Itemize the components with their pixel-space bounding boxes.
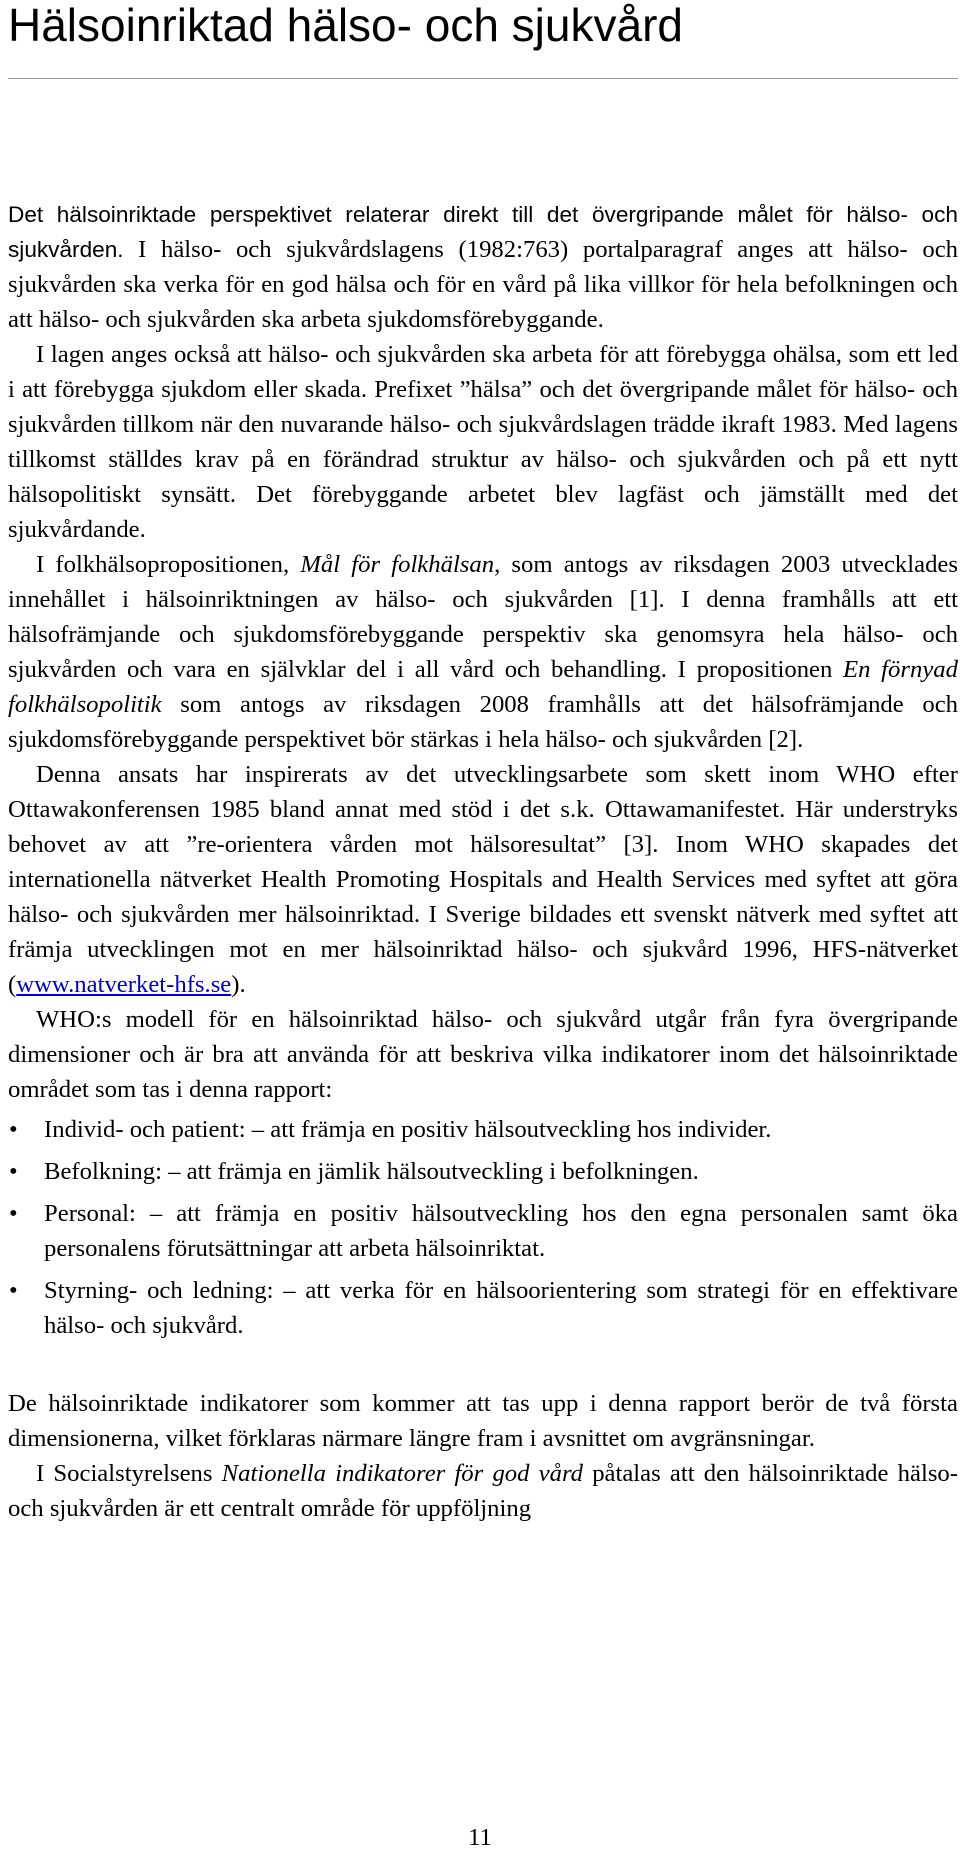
title-nationella-indikatorer: Nationella indikatorer för god vård (221, 1460, 583, 1487)
text-run: I folkhälsopropositionen, (36, 551, 301, 578)
list-item (8, 1112, 958, 1147)
bullet-icon: • (9, 1277, 18, 1304)
text-run: påtalas att den hälsoinriktade hälso- och sjukvården är ett centralt område för uppföljning (8, 1460, 958, 1522)
bullet-icon: • (9, 1158, 18, 1185)
paragraph-socialstyrelsen (8, 1456, 958, 1526)
list-item (8, 1196, 958, 1266)
heading-rule (8, 78, 958, 79)
body-text (8, 197, 958, 1526)
paragraph-who-model: WHO:s modell för en hälsoinriktad hälso- och sjukvård utgår från fyra övergripande dimensioner och är bra att använda för att beskriva vilka indikatorer inom det hälsoinriktade området som tas i denna rapport: (8, 1006, 958, 1103)
text-run: I Socialstyrelsens (36, 1460, 222, 1487)
paragraph-indicators: De hälsoinriktade indikatorer som kommer att tas upp i denna rapport berör de två första dimensionerna, vilket förklaras närmare längre fram i avsnittet om avgränsningar. (8, 1390, 958, 1452)
list-item-text: Personal: – att främja en positiv hälsoutveckling hos den egna personalen samt öka personalens förutsättningar att arbeta hälsoinriktat. (44, 1200, 958, 1262)
text-run: ). (231, 971, 246, 998)
bullet-icon: • (9, 1116, 18, 1143)
list-item (8, 1273, 958, 1343)
paragraph-law: I lagen anges också att hälso- och sjukvården ska arbeta för att förebygga ohälsa, som ett led i att förebygga sjukdom eller skada. Prefixet ”hälsa” och det övergripande målet för hälso- och sjukvården tillkom när den nuvarande hälso- och sjukvårdslagen trädde ikraft 1983. Med lagens tillkomst ställdes krav på en förändrad struktur av hälso- och sjukvården och på ett nytt hälsopolitiskt synsätt. Det förebyggande arbetet blev lagfäst och jämställt med det sjukvårdande. (8, 341, 958, 543)
page-number: 11 (468, 1824, 492, 1851)
text-run: som antogs av riksdagen 2008 framhålls att det hälsofrämjande och sjukdomsförebyggande perspektivet bör stärkas i hela hälso- och sjukvården [2]. (8, 691, 958, 753)
list-item-text: Styrning- och ledning: – att verka för en hälsoorientering som strategi för en effektivare hälso- och sjukvård. (44, 1277, 958, 1339)
bullet-icon: • (9, 1200, 18, 1227)
dimension-list (8, 1112, 958, 1343)
title-en-fornyad-folkhalsopolitik: En förnyad folkhälsopolitik (8, 656, 958, 718)
paragraph-intro (8, 197, 958, 337)
paragraph-who (8, 757, 958, 1002)
section-heading: Hälsoinriktad hälso- och sjukvård (8, 0, 683, 51)
paragraph-proposition (8, 547, 958, 757)
text-run: , som antogs av riksdagen 2003 utvecklades innehållet i hälsoinriktningen av hälso- och sjukvården [1]. I denna framhålls att ett hälsofrämjande och sjukdomsförebyggande perspektiv ska genomsyra hela hälso- och sjukvården och vara en självklar del i all vård och behandling. I propositionen (8, 551, 958, 683)
intro-sans-text: Det hälsoinriktade perspektivet relaterar direkt till det övergripande målet för hälso- och sjukvården. (8, 202, 958, 262)
list-item-text: Befolkning: – att främja en jämlik hälsoutveckling i befolkningen. (44, 1158, 699, 1185)
hfs-link[interactable]: www.natverket-hfs.se (16, 971, 232, 998)
list-item-text: Individ- och patient: – att främja en positiv hälsoutveckling hos individer. (44, 1116, 772, 1143)
title-mal-for-folkhalsan: Mål för folkhälsan (300, 551, 495, 578)
intro-serif-text: I hälso- och sjukvårdslagens (1982:763) portalparagraf anges att hälso- och sjukvården ska verka för en god hälsa och för en vård på lika villkor för hela befolkningen och att hälso- och sjukvården ska arbeta sjukdomsförebyggande. (8, 236, 958, 333)
text-run: Denna ansats har inspirerats av det utvecklingsarbete som skett inom WHO efter Ottawakonferensen 1985 bland annat med stöd i det s.k. Ottawamanifestet. Här understryks behovet av att ”re-orientera vården mot hälsoresultat” [3]. Inom WHO skapades det internationella nätverket Health Promoting Hospitals and Health Services med syftet att göra hälso- och sjukvården mer hälsoinriktad. I Sverige bildades ett svenskt nätverk med syftet att främja utvecklingen mot en mer hälsoinriktad hälso- och sjukvård 1996, HFS-nätverket ( (8, 761, 958, 998)
list-item (8, 1154, 958, 1189)
